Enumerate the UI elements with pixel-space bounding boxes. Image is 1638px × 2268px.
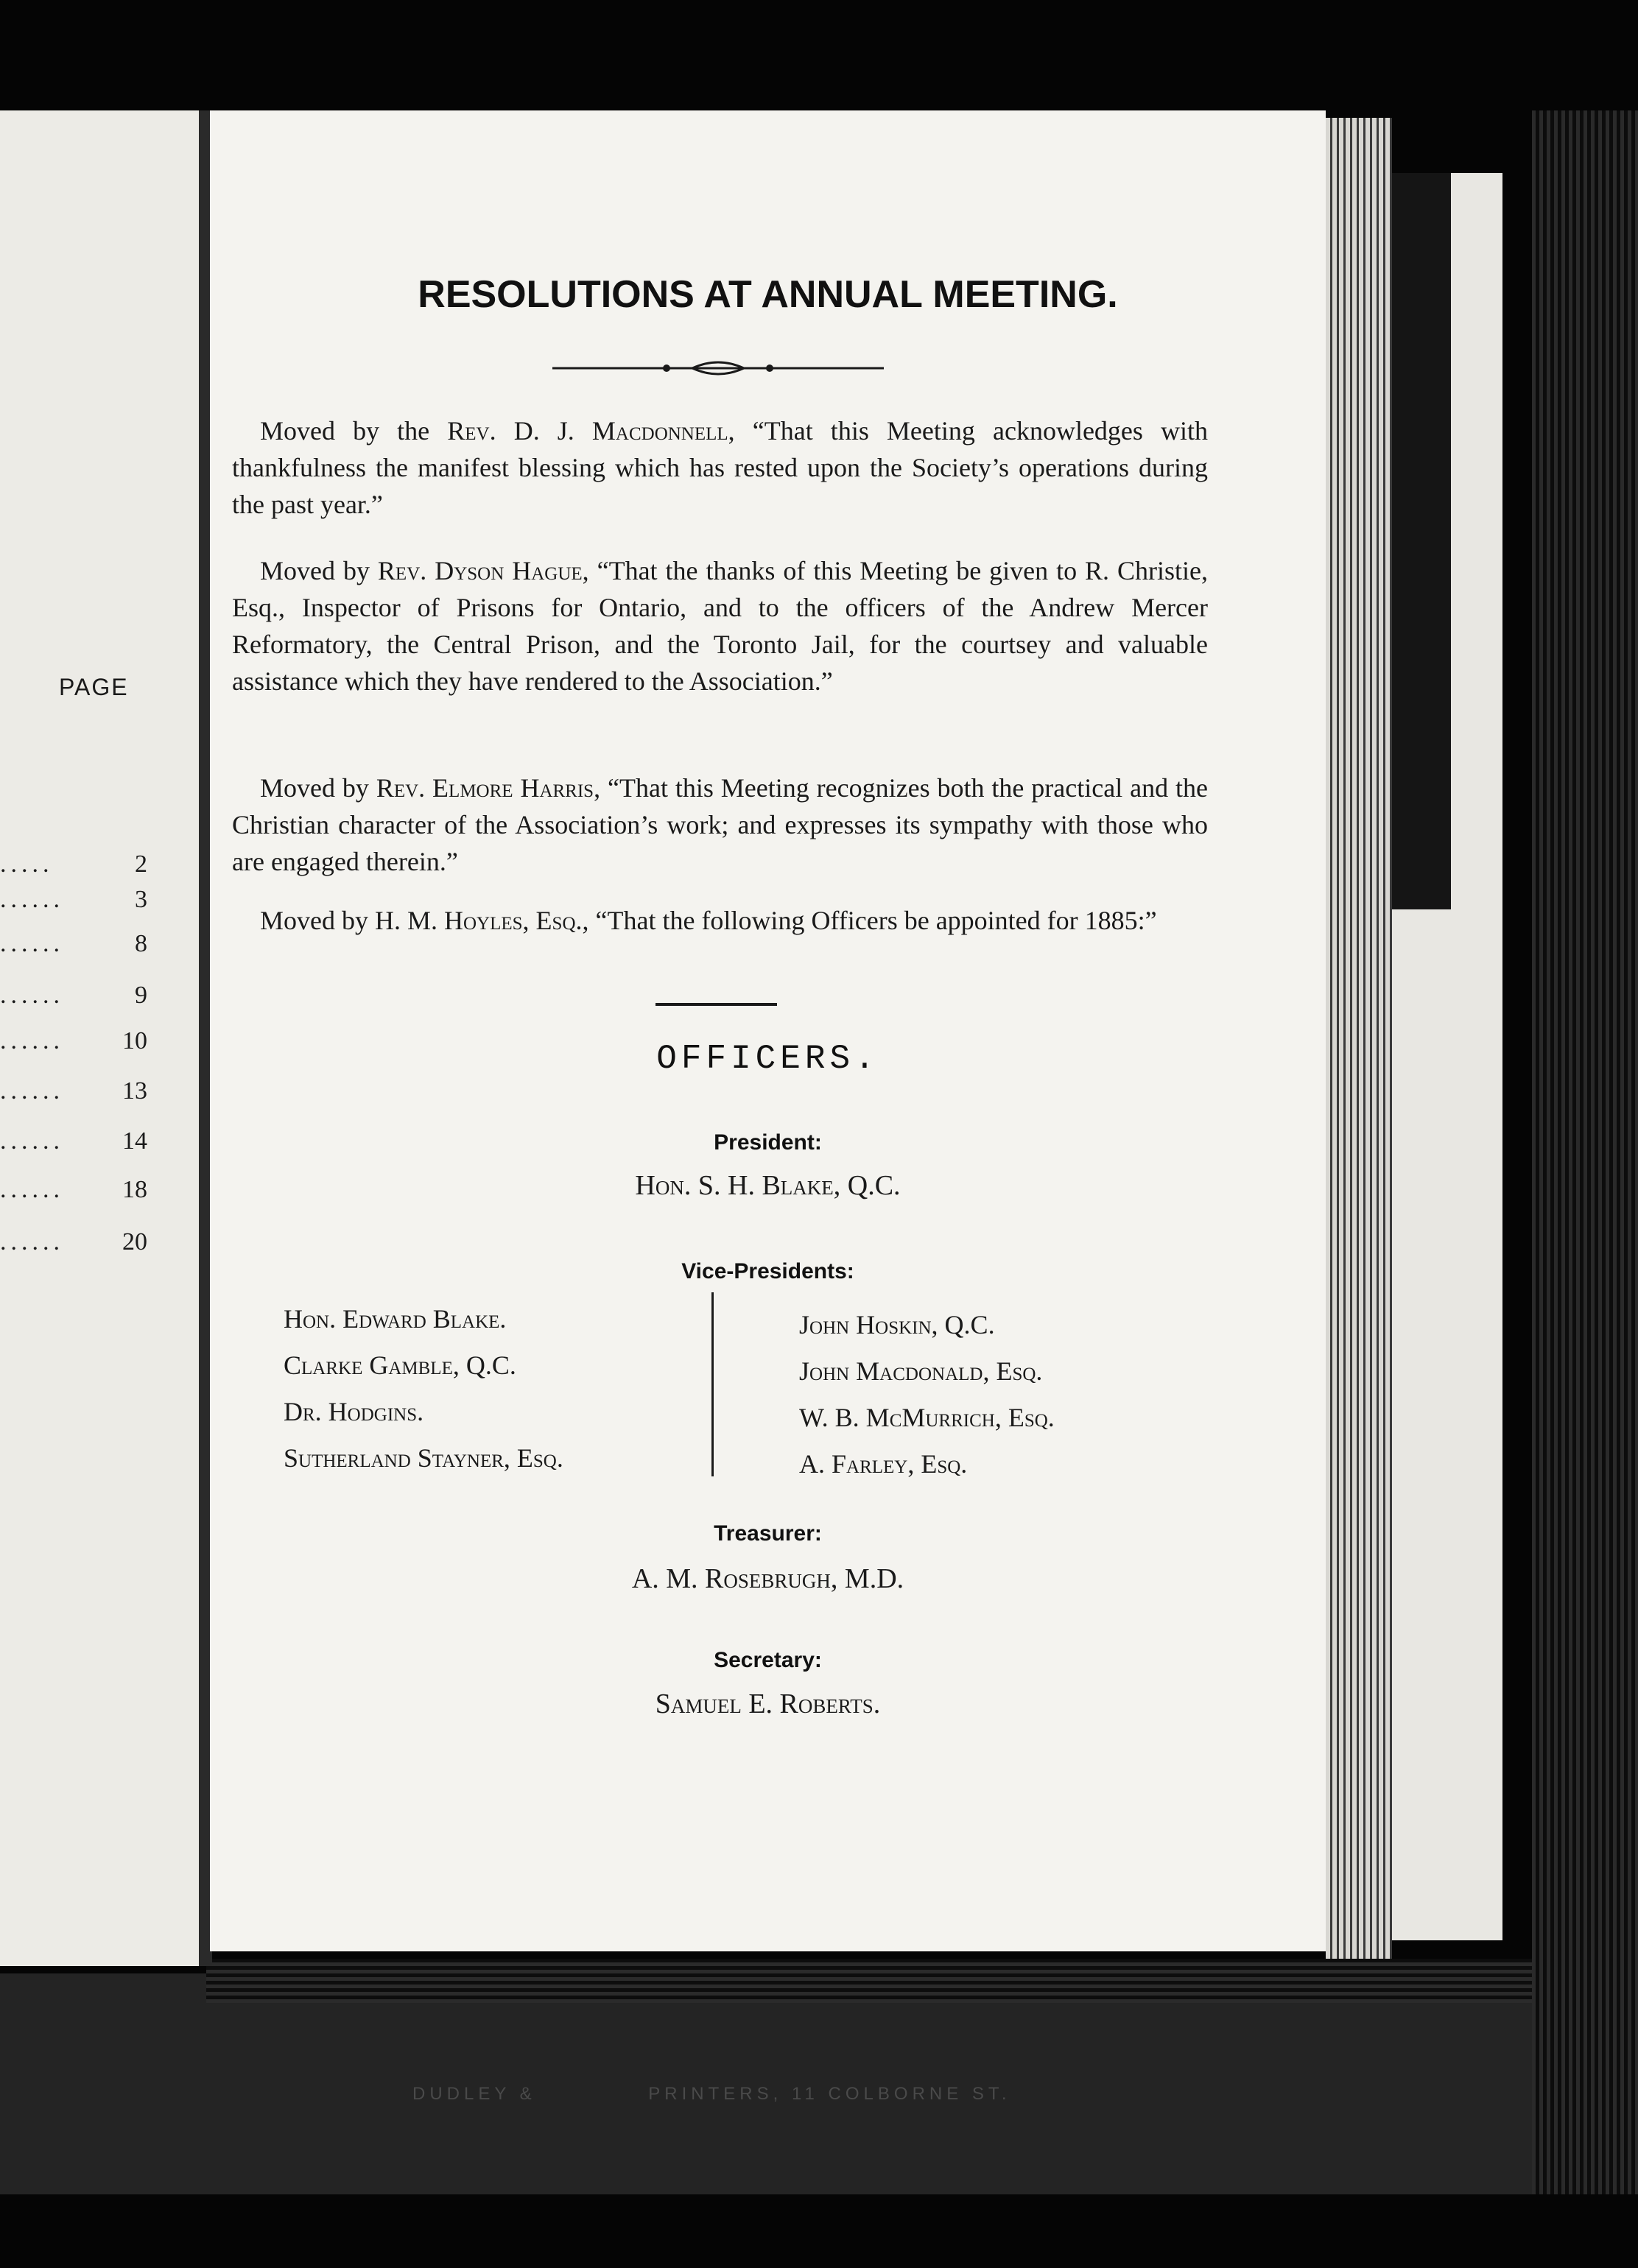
mover-name: Rev. Dyson Hague bbox=[377, 556, 583, 585]
resolution-2: Moved by Rev. Dyson Hague, “That the thanks of this Meeting be given to R. Christie, Esq., Inspector of Prisons for Ontario, and to the officers of the Andrew Mercer Reformatory, the Central Prison, and the Toronto Jail, for the courtsey and valuable assistance which they have rendered to the Association.” bbox=[232, 556, 1208, 696]
section-rule bbox=[655, 1003, 777, 1006]
resolution-3: Moved by Rev. Elmore Harris, “That this Meeting recognizes both the practical and the Christian character of the Association’s work; and expresses its sympathy with those who are engaged therein.” bbox=[232, 773, 1208, 876]
ornament-divider-icon bbox=[552, 353, 884, 383]
mover-name: Rev. Elmore Harris bbox=[376, 773, 594, 803]
mover-name: Rev. D. J. Macdonnell bbox=[447, 416, 728, 446]
cover-edge bbox=[206, 1959, 1532, 2003]
treasurer-name: A. M. Rosebrugh, M.D. bbox=[631, 1563, 904, 1594]
page-title: RESOLUTIONS AT ANNUAL MEETING. bbox=[418, 273, 1118, 316]
imprint-right: PRINTERS, 11 COLBORNE ST. bbox=[648, 2084, 1011, 2104]
secretary-label: Secretary: bbox=[714, 1648, 822, 1672]
resolution-1: Moved by the Rev. D. J. Macdonnell, “That this Meeting acknowledges with thankfulness the manifest blessing which has rested upon the Society’s operations during the past year.” bbox=[232, 416, 1209, 519]
printer-imprint bbox=[412, 2084, 1296, 2105]
toc-row: ...... 10 bbox=[0, 1027, 147, 1054]
vice-president-name: John Macdonald, Esq. bbox=[799, 1356, 1043, 1386]
toc-row: ...... 8 bbox=[0, 930, 147, 957]
toc-row: ...... 3 bbox=[0, 886, 147, 913]
toc-row: ...... 9 bbox=[0, 982, 147, 1009]
vice-president-name: W. B. McMurrich, Esq. bbox=[799, 1403, 1055, 1432]
vice-presidents-label: Vice-Presidents: bbox=[681, 1259, 854, 1283]
vice-presidents-left bbox=[284, 1296, 696, 1482]
secretary-name: Samuel E. Roberts. bbox=[655, 1688, 881, 1719]
column-divider bbox=[711, 1292, 714, 1476]
book-spine bbox=[1532, 110, 1638, 2194]
mover-name: H. M. Hoyles, Esq. bbox=[375, 906, 583, 935]
president-name: Hon. S. H. Blake, Q.C. bbox=[635, 1170, 901, 1201]
toc-row: ...... 13 bbox=[0, 1077, 147, 1105]
president-label: President: bbox=[714, 1130, 822, 1155]
imprint-left: DUDLEY & bbox=[412, 2084, 536, 2104]
toc-row: ..... 2 bbox=[0, 850, 147, 878]
vice-president-name: Clarke Gamble, Q.C. bbox=[284, 1350, 516, 1380]
page-flap-shadow bbox=[1392, 173, 1451, 909]
toc-row: ...... 20 bbox=[0, 1228, 147, 1256]
vice-president-name: Sutherland Stayner, Esq. bbox=[284, 1443, 563, 1473]
toc-row: ...... 18 bbox=[0, 1176, 147, 1203]
vice-president-name: Dr. Hodgins. bbox=[284, 1397, 424, 1426]
toc-heading: PAGE bbox=[59, 674, 129, 700]
treasurer-label: Treasurer: bbox=[714, 1521, 822, 1546]
vice-presidents-right bbox=[799, 1302, 1212, 1487]
vice-president-name: Hon. Edward Blake. bbox=[284, 1304, 507, 1334]
page-edges bbox=[1326, 118, 1392, 1959]
vice-president-name: A. Farley, Esq. bbox=[799, 1449, 968, 1479]
resolution-4: Moved by H. M. Hoyles, Esq., “That the following Officers be appointed for 1885:” bbox=[260, 906, 1157, 935]
toc-row: ...... 14 bbox=[0, 1127, 147, 1155]
vice-president-name: John Hoskin, Q.C. bbox=[799, 1310, 995, 1339]
officers-heading: OFFICERS. bbox=[656, 1040, 879, 1078]
right-page bbox=[210, 110, 1326, 1951]
